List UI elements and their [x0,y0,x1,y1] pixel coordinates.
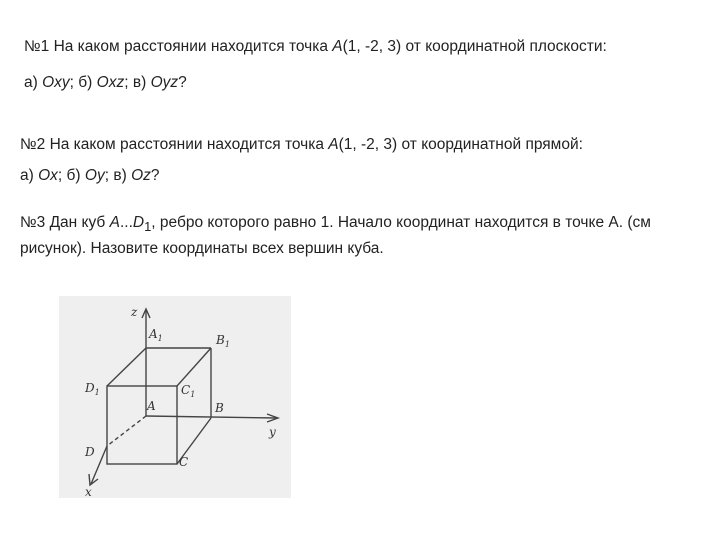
cube-figure [59,296,291,498]
option-b-label: б) [78,74,93,91]
label-a: A [147,399,156,413]
label-c1: $C_1$ [181,383,196,399]
cube-diagram [59,296,291,498]
label-c: C [179,455,189,469]
problem-2-coords: (1, -2, 3) [338,136,398,153]
label-d1: $D_1$ [85,381,100,397]
option-v-label: в) [132,74,147,91]
option-b-value: Oxz [96,74,125,91]
cube-name-a: A [109,214,120,231]
label-d: D [85,445,95,459]
option-a-value: Oxy [42,74,70,91]
option-v-value: Oyz [150,74,179,91]
label-b: B [215,401,224,415]
problem-2-text: На каком расстоянии находится точка [49,136,324,153]
problem-1-point: A [332,38,343,55]
label-y: y [269,425,276,439]
option-end: ? [150,167,160,184]
label-x: x [85,485,92,498]
option-b-value: Oy [84,167,105,184]
option-a-value: Ox [38,167,58,184]
problem-2-number: №2 [20,136,46,153]
cube-name-d: D [132,214,145,231]
problem-3-statement [20,212,708,260]
option-v-label: в) [113,167,127,184]
problem-1-statement [24,37,607,57]
label-a1: $A_1$ [149,327,163,343]
problem-2-options: а) Ox; б) Oy; в) Oz? [20,167,160,184]
problem-1-text: На каком расстоянии находится точка [53,38,328,55]
option-a-label: а) [20,167,34,184]
label-b1: $B_1$ [216,333,230,349]
problem-1-coords: (1, -2, 3) [342,38,402,55]
edge-d1-a1 [107,348,146,386]
x-axis-hidden [107,416,146,446]
problem-1-options: а) Oxy; б) Oxz; в) Oyz? [24,74,187,91]
option-b-label: б) [66,167,81,184]
label-z: z [131,305,138,319]
problem-2-point: A [328,136,339,153]
option-end: ? [178,74,187,91]
problem-1-number: №1 [24,38,50,55]
cube-front-face [107,386,177,464]
problem-1-text-end: от координатной плоскости: [405,38,607,55]
option-a-label: а) [24,74,38,91]
problem-3-number: №3 [20,214,46,231]
cube-name-sub: 1 [144,219,152,235]
problem-2-statement [20,135,583,155]
cube-name-dots: ... [119,214,133,231]
problem-3-text-start: Дан куб [49,214,106,231]
option-v-value: Oz [131,167,151,184]
problem-2-text-end: от координатной прямой: [401,136,583,153]
problem-3-text-end: , ребро которого равно 1. Начало координат находится в точке А. (см рисунок). Назовите координаты всех вершин куба. [20,214,651,258]
edge-c1-b1 [177,348,211,386]
